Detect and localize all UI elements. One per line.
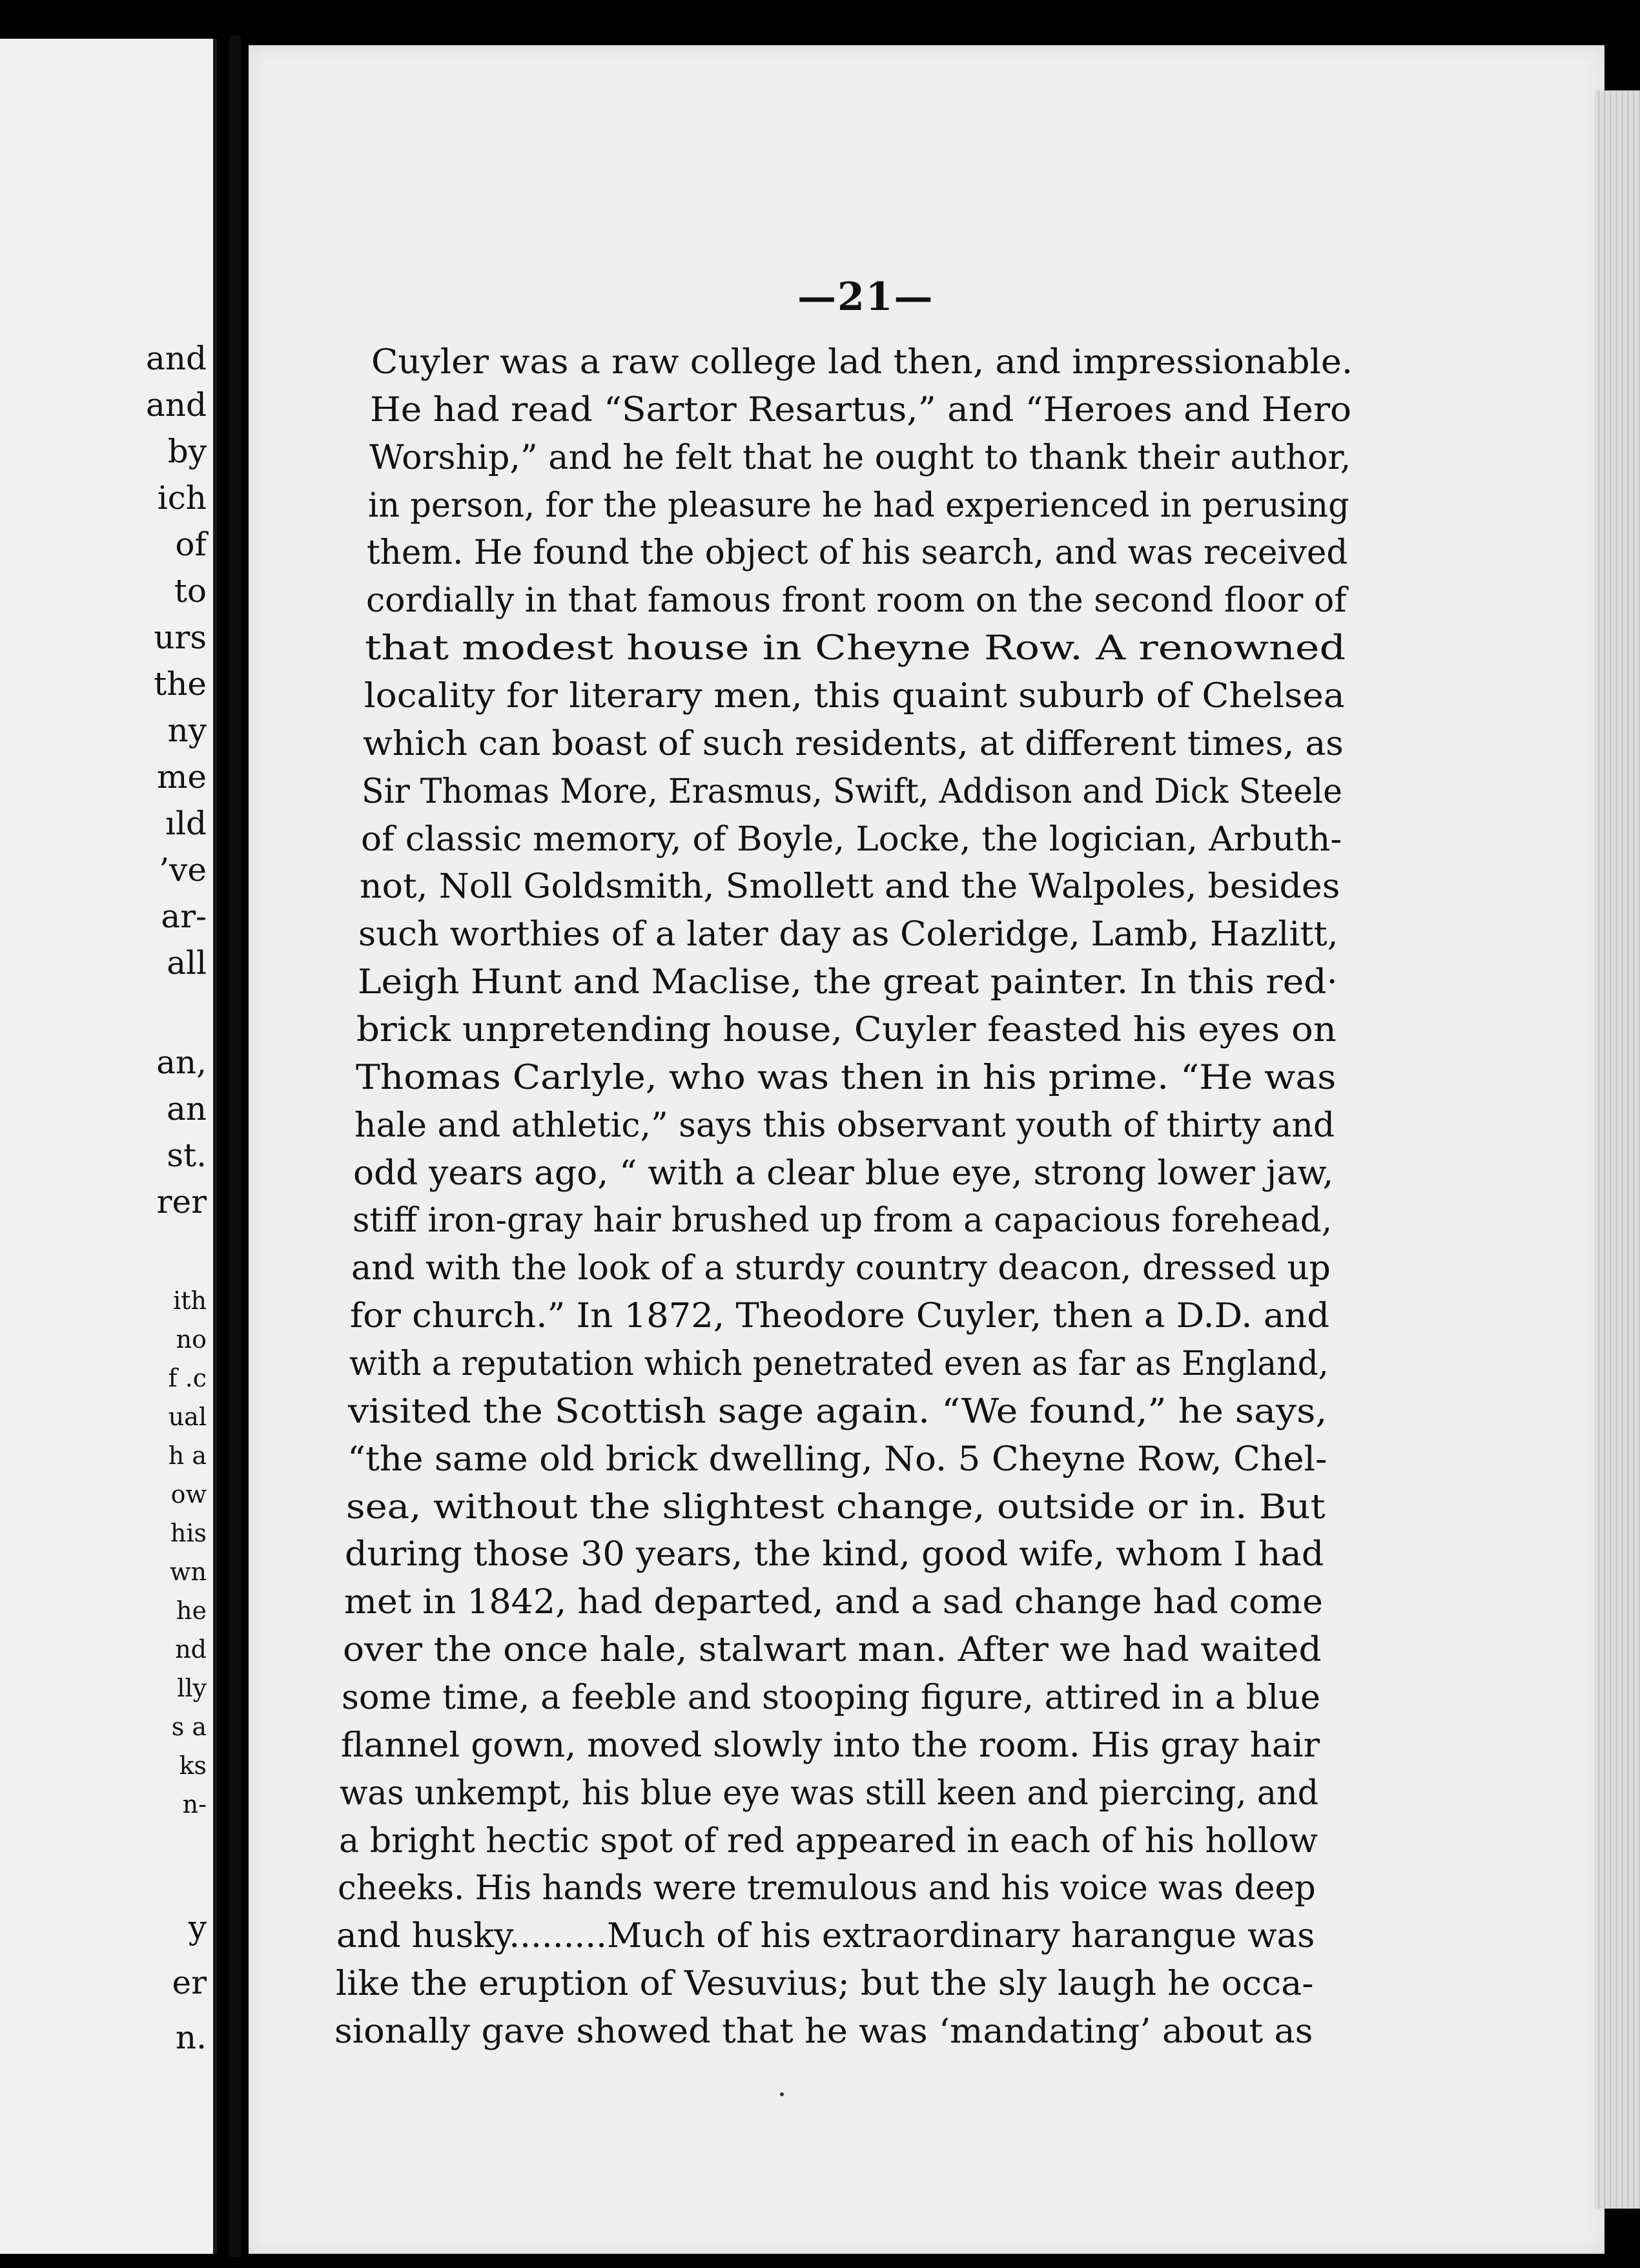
left-fragment: ow xyxy=(170,1480,207,1509)
text-line: not, Noll Goldsmith, Smollett and the Walpoles, besides xyxy=(360,867,1340,906)
left-fragment: ith xyxy=(173,1286,207,1315)
left-fragment: all xyxy=(167,944,207,982)
left-fragment: h a xyxy=(168,1441,207,1470)
left-fragment: ar- xyxy=(161,898,207,935)
left-fragment: he xyxy=(176,1596,207,1625)
text-line: met in 1842, had departed, and a sad change had come xyxy=(344,1583,1323,1622)
left-fragment: ks xyxy=(179,1751,207,1780)
text-line: hale and athletic,” says this observant youth of thirty and xyxy=(354,1106,1335,1145)
left-fragment: an, xyxy=(156,1044,207,1081)
text-line: Leigh Hunt and Maclise, the great painter. In this red· xyxy=(358,963,1338,1002)
left-fragment: s a xyxy=(171,1713,207,1741)
text-line: flannel gown, moved slowly into the room. His gray hair xyxy=(341,1726,1320,1765)
text-line: Cuyler was a raw college lad then, and impressionable. xyxy=(371,343,1353,382)
paper-speck xyxy=(780,2092,784,2096)
text-line: and husky.........Much of his extraordinary harangue was xyxy=(336,1917,1315,1955)
text-line: “the same old brick dwelling, No. 5 Cheyne Row, Chel- xyxy=(347,1440,1327,1479)
left-fragment: of xyxy=(175,526,207,563)
text-line: during those 30 years, the kind, good wife, whom I had xyxy=(345,1535,1324,1574)
left-fragment: f .c xyxy=(168,1364,207,1392)
text-line: over the once hale, stalwart man. After we had waited xyxy=(343,1631,1322,1669)
text-line: was unkempt, his blue eye was still keen and piercing, and xyxy=(340,1774,1319,1813)
text-line: stiff iron-gray hair brushed up from a capacious forehead, xyxy=(353,1201,1333,1240)
book-gutter xyxy=(229,36,241,2257)
left-fragment: ıld xyxy=(165,805,207,842)
text-line: of classic memory, of Boyle, Locke, the logician, Arbuth- xyxy=(361,820,1342,859)
left-fragment: lly xyxy=(177,1674,207,1702)
text-line: odd years ago, “ with a clear blue eye, strong lower jaw, xyxy=(353,1154,1334,1193)
text-line: sionally gave showed that he was ‘mandating’ about as xyxy=(334,2012,1313,2051)
left-fragment: urs xyxy=(154,619,207,656)
left-fragment: his xyxy=(170,1519,207,1547)
left-fragment: y xyxy=(188,1909,207,1946)
text-line: visited the Scottish sage again. “We found,” he says, xyxy=(348,1392,1327,1431)
text-line: that modest house in Cheyne Row. A renowned xyxy=(365,629,1346,668)
left-fragment: and xyxy=(145,340,207,377)
left-fragment: wn xyxy=(170,1558,207,1586)
page-number: —21— xyxy=(797,274,934,320)
left-fragment: ich xyxy=(157,479,207,517)
left-fragment: me xyxy=(156,758,207,796)
text-line: locality for literary men, this quaint suburb of Chelsea xyxy=(364,677,1345,716)
text-line: Sir Thomas More, Erasmus, Swift, Addison and Dick Steele xyxy=(362,772,1342,811)
left-fragment: n. xyxy=(175,2019,207,2056)
left-fragment: and xyxy=(145,386,207,424)
left-fragment: an xyxy=(166,1090,207,1128)
text-line: such worthies of a later day as Coleridge, Lamb, Hazlitt, xyxy=(358,915,1338,954)
left-fragment: nd xyxy=(175,1635,207,1664)
left-fragment: ny xyxy=(167,712,207,749)
left-fragment: ual xyxy=(168,1403,207,1431)
text-line: cordially in that famous front room on the second floor of xyxy=(366,581,1347,620)
left-fragment: rer xyxy=(156,1183,207,1221)
left-fragment: the xyxy=(154,665,207,703)
text-line: which can boast of such residents, at different times, as xyxy=(363,725,1344,763)
text-line: Worship,” and he felt that he ought to thank their author, xyxy=(369,438,1351,477)
text-line: Thomas Carlyle, who was then in his prime. “He was xyxy=(356,1058,1337,1097)
text-line: a bright hectic spot of red appeared in each of his hollow xyxy=(339,1822,1318,1861)
left-facing-page xyxy=(0,39,217,2254)
text-line: for church.” In 1872, Theodore Cuyler, then a D.D. and xyxy=(350,1297,1330,1335)
text-line: them. He found the object of his search, and was received xyxy=(367,533,1348,572)
left-fragment: n- xyxy=(182,1790,207,1819)
left-fragment: ’ve xyxy=(159,851,207,889)
text-line: some time, a feeble and stooping figure, attired in a blue xyxy=(342,1678,1320,1717)
left-fragment: no xyxy=(176,1325,207,1354)
text-line: in person, for the pleasure he had experienced in perusing xyxy=(368,486,1349,525)
text-line: cheeks. His hands were tremulous and his voice was deep xyxy=(338,1869,1316,1908)
page-edges-stack xyxy=(1595,90,1640,2209)
left-fragment: to xyxy=(174,572,207,610)
text-line: with a reputation which penetrated even as far as England, xyxy=(349,1345,1329,1383)
text-line: He had read “Sartor Resartus,” and “Heroes and Hero xyxy=(370,391,1352,429)
text-line: sea, without the slightest change, outside or in. But xyxy=(346,1488,1326,1527)
text-line: and with the look of a sturdy country deacon, dressed up xyxy=(351,1249,1331,1288)
left-fragment: st. xyxy=(167,1137,207,1174)
left-fragment: er xyxy=(172,1964,207,2001)
text-line: like the eruption of Vesuvius; but the sly laugh he occa- xyxy=(336,1964,1314,2003)
left-fragment: by xyxy=(167,433,207,470)
text-line: brick unpretending house, Cuyler feasted his eyes on xyxy=(356,1011,1337,1049)
